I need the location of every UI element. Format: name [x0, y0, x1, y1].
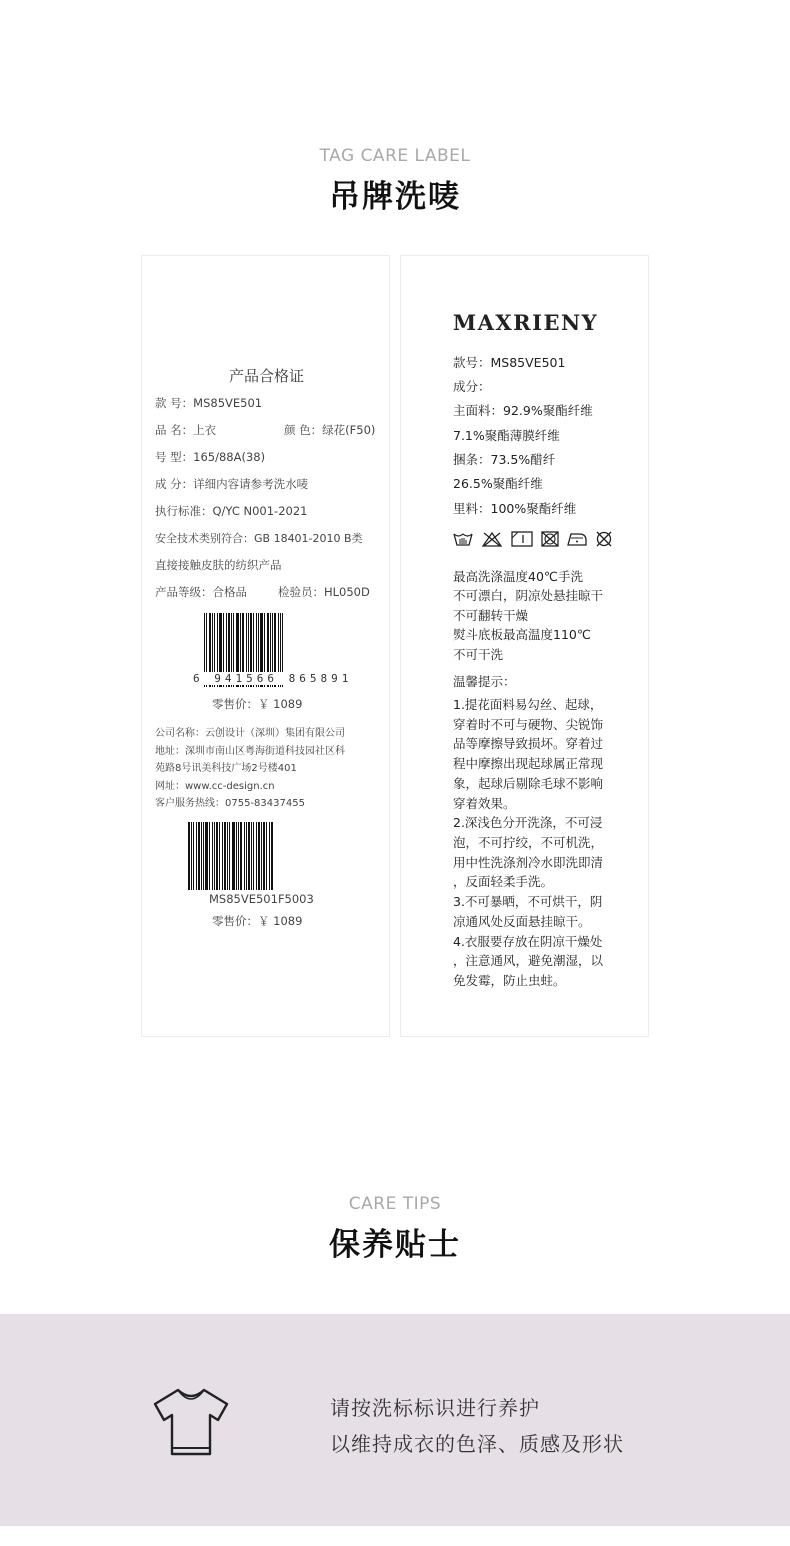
brand-logo: MAXRIENY: [452, 310, 599, 335]
no-tumble-dry-icon: [541, 531, 559, 547]
tag-company: 公司名称：云创设计（深圳）集团有限公司: [155, 728, 345, 739]
section-subtitle-en-2: CARE TIPS: [348, 1194, 442, 1214]
section-subtitle-en: TAG CARE LABEL: [319, 146, 471, 166]
tag-standard: 执行标准：Q/YC N001-2021: [155, 504, 308, 518]
ean-barcode-digits: 6 941566 865891: [193, 672, 353, 685]
tag-safety-desc: 直接接触皮肤的纺织产品: [155, 558, 282, 572]
tip-line: 象，起球后剔除毛球不影响: [453, 776, 604, 791]
tag-safety: 安全技术类别符合：GB 18401-2010 B类: [155, 532, 363, 545]
care-symbols: [453, 531, 613, 547]
tag-name: 品 名：上衣: [155, 423, 217, 437]
tip-line: 4.衣服要存放在阴凉干燥处: [453, 934, 603, 949]
no-bleach-icon: [481, 531, 503, 547]
tip-line: 程中摩擦出现起球属正常现: [453, 756, 604, 771]
tag-address-line1: 地址：深圳市南山区粤海街道科技园社区科: [155, 746, 345, 757]
tag-style-no: 款 号：MS85VE501: [155, 396, 263, 410]
tag-composition: 成 分：详细内容请参考洗水唛: [155, 477, 309, 491]
tip-line: 2.深浅色分开洗涤，不可浸: [453, 815, 603, 830]
line-dry-shade-icon: [511, 531, 533, 547]
barcode-bar: [271, 822, 273, 890]
care-instruction: 最高洗涤温度40℃手洗: [453, 569, 583, 584]
tips-title: 温馨提示：: [453, 674, 516, 689]
tip-line: 穿着时不可与硬物、尖锐饰: [453, 717, 604, 732]
tag-size: 号 型：165/88A(38): [155, 450, 266, 464]
no-dry-clean-icon: [595, 531, 613, 547]
hang-tag-card: [141, 255, 390, 1037]
care-instruction: 不可漂白，阴凉处悬挂晾干: [453, 588, 604, 603]
sku-barcode: [188, 822, 273, 890]
certificate-title: 产品合格证: [228, 367, 304, 385]
tip-line: 泡，不可拧绞，不可机洗，: [453, 835, 604, 850]
tshirt-icon: [152, 1386, 230, 1462]
sku-barcode-code: MS85VE501F5003: [209, 892, 314, 906]
tag-price: 零售价：￥ 1089: [212, 697, 303, 711]
tip-line: 凉通风处反面悬挂晾干。: [453, 914, 591, 929]
care-tips-band: [0, 1314, 790, 1526]
care-label-card: [400, 255, 649, 1037]
care-tip-line-1: 请按洗标标识进行养护: [330, 1396, 540, 1420]
care-line: 捆条：73.5%醋纤: [453, 452, 556, 467]
care-instruction: 不可干洗: [453, 647, 504, 662]
tip-line: 免发霉，防止虫蛀。: [453, 973, 566, 988]
care-instruction: 不可翻转干燥: [453, 608, 529, 623]
care-instruction: 熨斗底板最高温度110℃: [453, 627, 591, 642]
care-line: 主面料：92.9%聚酯纤维: [453, 403, 593, 418]
care-tip-line-2: 以维持成衣的色泽、质感及形状: [330, 1432, 624, 1456]
care-line: 成分：: [453, 379, 491, 394]
care-line: 26.5%聚酯纤维: [453, 476, 543, 491]
section-title: 吊牌洗唛: [329, 179, 461, 215]
tag-color: 颜 色：绿花(F50): [284, 423, 376, 437]
iron-110-icon: [567, 531, 587, 547]
tag-address-line2: 苑路8号讯美科技广场2号楼401: [155, 763, 297, 774]
care-line: 里料：100%聚酯纤维: [453, 501, 577, 516]
tip-line: 用中性洗涤剂冷水即洗即清: [453, 855, 604, 870]
tag-grade: 产品等级：合格品: [155, 585, 247, 599]
tip-line: 品等摩擦导致损坏。穿着过: [453, 736, 604, 751]
tip-line: 3.不可暴晒，不可烘干，阴: [453, 894, 603, 909]
tag-inspector: 检验员：HL050D: [278, 585, 370, 599]
hand-wash-icon: [453, 531, 473, 547]
section-title-2: 保养贴士: [329, 1227, 461, 1263]
tip-line: ，注意通风，避免潮湿，以: [453, 953, 604, 968]
care-line: 款号：MS85VE501: [453, 355, 566, 370]
tip-line: 穿着效果。: [453, 796, 516, 811]
tag-price-2: 零售价：￥ 1089: [212, 914, 303, 928]
tip-line: 1.提花面料易勾丝、起球，: [453, 697, 603, 712]
tag-website: 网址：www.cc-design.cn: [155, 781, 275, 792]
tip-line: ，反面轻柔手洗。: [453, 874, 554, 889]
tag-hotline: 客户服务热线：0755-83437455: [155, 798, 305, 809]
care-line: 7.1%聚酯薄膜纤维: [453, 428, 560, 443]
